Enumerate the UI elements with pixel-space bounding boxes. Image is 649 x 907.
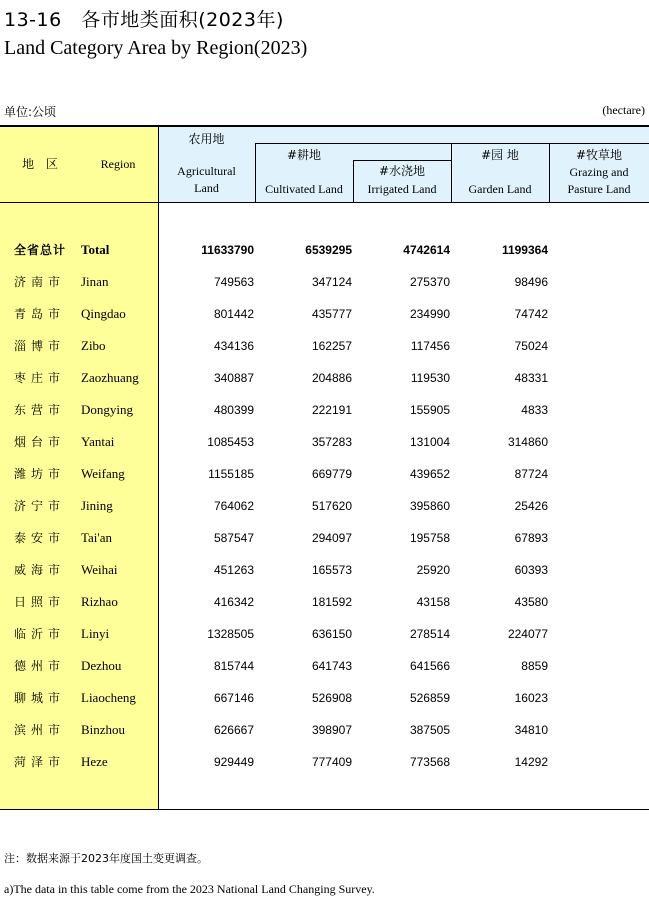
- cultivated-value: 347124: [311, 275, 352, 289]
- region-name-en: Heze: [81, 754, 108, 769]
- irrigated-value: 387505: [409, 723, 450, 737]
- garden-value: 224077: [507, 627, 548, 641]
- table-row: [0, 362, 649, 394]
- divider: [255, 143, 649, 144]
- table-row: [0, 298, 649, 330]
- header-grazing-en-2: Pasture Land: [567, 182, 631, 196]
- region-name-cn: 滨州市: [14, 723, 66, 737]
- cultivated-value: 181592: [311, 595, 352, 609]
- agricultural-value: 1085453: [207, 435, 254, 449]
- irrigated-value: 234990: [409, 307, 450, 321]
- region-name-en: Liaocheng: [81, 690, 136, 705]
- irrigated-value: 43158: [416, 595, 450, 609]
- region-name-en: Jinan: [81, 274, 109, 289]
- irrigated-value: 117456: [410, 339, 450, 353]
- agricultural-value: 340887: [213, 371, 254, 385]
- irrigated-value: 119530: [410, 371, 450, 385]
- agricultural-value: 1328505: [207, 627, 254, 641]
- garden-value: 67893: [514, 531, 548, 545]
- agricultural-value: 1155185: [208, 467, 254, 481]
- garden-value: 43580: [514, 595, 548, 609]
- header-cultivated-cn: #耕地: [286, 148, 322, 162]
- unit-label: 单位:公顷: [4, 105, 57, 119]
- region-name-cn: 全省总计: [14, 243, 67, 257]
- cultivated-value: 6539295: [305, 243, 352, 257]
- header-grazing-en-1: Grazing and: [569, 165, 629, 179]
- cultivated-value: 669779: [311, 467, 352, 481]
- region-name-cn: 济宁市: [14, 499, 66, 513]
- garden-value: 16023: [514, 691, 548, 705]
- irrigated-value: 4742614: [403, 243, 450, 257]
- cultivated-value: 165573: [311, 563, 352, 577]
- table-row: [0, 266, 649, 298]
- cultivated-value: 204886: [311, 371, 352, 385]
- region-name-en: Zibo: [81, 338, 106, 353]
- garden-value: 87724: [514, 467, 548, 481]
- cultivated-value: 777409: [311, 755, 352, 769]
- agricultural-value: 815744: [213, 659, 254, 673]
- cultivated-value: 641743: [311, 659, 352, 673]
- garden-value: 60393: [514, 563, 548, 577]
- cultivated-value: 357283: [311, 435, 352, 449]
- region-name-cn: 东营市: [14, 403, 66, 417]
- garden-value: 4833: [521, 403, 548, 417]
- region-name-en: Zaozhuang: [81, 370, 139, 385]
- table-header-rule: [0, 202, 649, 203]
- table-row: [0, 330, 649, 362]
- table-row-total: [0, 234, 649, 266]
- region-name-cn: 淄博市: [14, 339, 66, 353]
- header-region-cn: 地 区: [22, 157, 62, 171]
- irrigated-value: 278514: [409, 627, 450, 641]
- region-name-en: Weifang: [81, 466, 125, 481]
- region-name-en: Dongying: [81, 402, 133, 417]
- agricultural-value: 434136: [213, 339, 254, 353]
- garden-value: 75024: [514, 339, 548, 353]
- table-row: [0, 554, 649, 586]
- region-name-cn: 日照市: [14, 595, 66, 609]
- agricultural-value: 480399: [213, 403, 254, 417]
- cultivated-value: 162257: [311, 339, 352, 353]
- region-name-en: Linyi: [81, 626, 110, 641]
- region-name-cn: 德州市: [14, 659, 66, 673]
- garden-value: 1199364: [501, 243, 548, 257]
- garden-value: 74742: [514, 307, 548, 321]
- region-name-en: Qingdao: [81, 306, 126, 321]
- cultivated-value: 636150: [311, 627, 352, 641]
- table-row: [0, 618, 649, 650]
- table-bottom-rule: [0, 809, 649, 810]
- table-row: [0, 522, 649, 554]
- table-row: [0, 458, 649, 490]
- irrigated-value: 773568: [409, 755, 450, 769]
- garden-value: 14292: [514, 755, 548, 769]
- divider: [353, 160, 451, 161]
- agricultural-value: 451263: [213, 563, 254, 577]
- agricultural-value: 929449: [213, 755, 254, 769]
- table-row: [0, 682, 649, 714]
- region-name-cn: 临沂市: [14, 627, 66, 641]
- irrigated-value: 275370: [409, 275, 450, 289]
- region-name-cn: 枣庄市: [14, 371, 66, 385]
- cultivated-value: 526908: [311, 691, 352, 705]
- region-name-en: Binzhou: [81, 722, 126, 737]
- table-row: [0, 490, 649, 522]
- region-name-cn: 威海市: [14, 563, 66, 577]
- agricultural-value: 11633790: [201, 243, 254, 257]
- irrigated-value: 526859: [409, 691, 450, 705]
- header-agricultural-cn: 农用地: [188, 132, 225, 146]
- garden-value: 48331: [514, 371, 548, 385]
- garden-value: 34810: [514, 723, 548, 737]
- header-irrigated-en: Irrigated Land: [367, 182, 437, 196]
- agricultural-value: 587547: [213, 531, 254, 545]
- page-title-english: Land Category Area by Region(2023): [4, 37, 308, 59]
- unit-label-english: (hectare): [602, 103, 645, 117]
- irrigated-value: 25920: [416, 563, 450, 577]
- table-row: [0, 746, 649, 778]
- agricultural-value: 749563: [213, 275, 254, 289]
- table-row: [0, 586, 649, 618]
- region-name-en: Weihai: [81, 562, 118, 577]
- irrigated-value: 395860: [409, 499, 450, 513]
- irrigated-value: 131004: [409, 435, 450, 449]
- agricultural-value: 764062: [213, 499, 254, 513]
- footnote-en: a)The data in this table come from the 2023 National Land Changing Survey.: [4, 882, 375, 896]
- header-grazing-cn: #牧草地: [575, 148, 623, 162]
- region-name-cn: 烟台市: [14, 435, 66, 449]
- agricultural-value: 416342: [213, 595, 254, 609]
- region-name-cn: 济南市: [14, 275, 66, 289]
- table-row: [0, 426, 649, 458]
- table-row: [0, 714, 649, 746]
- garden-value: 25426: [514, 499, 548, 513]
- table-row: [0, 394, 649, 426]
- region-name-en: Dezhou: [81, 658, 122, 673]
- header-garden-en: Garden Land: [468, 182, 532, 196]
- header-cultivated-en: Cultivated Land: [265, 182, 343, 196]
- table-top-rule: [0, 125, 649, 127]
- region-name-en: Jining: [81, 498, 113, 513]
- agricultural-value: 801442: [213, 307, 254, 321]
- page-title: 13-16 各市地类面积(2023年): [4, 9, 284, 31]
- header-region-en: Region: [100, 157, 136, 171]
- footnote-cn: 注：数据来源于2023年度国土变更调查。: [4, 852, 208, 865]
- garden-value: 98496: [514, 275, 548, 289]
- cultivated-value: 435777: [311, 307, 352, 321]
- irrigated-value: 155905: [409, 403, 450, 417]
- agricultural-value: 667146: [213, 691, 254, 705]
- garden-value: 314860: [507, 435, 548, 449]
- region-name-cn: 泰安市: [14, 531, 66, 545]
- table-row: [0, 650, 649, 682]
- irrigated-value: 641566: [409, 659, 450, 673]
- header-agricultural-en-2: Land: [194, 181, 219, 195]
- garden-value: 8859: [521, 659, 548, 673]
- region-name-cn: 聊城市: [14, 691, 66, 705]
- cultivated-value: 294097: [311, 531, 352, 545]
- header-garden-cn: #园 地: [481, 148, 519, 162]
- region-name-en: Total: [81, 242, 110, 257]
- region-name-en: Rizhao: [81, 594, 118, 609]
- irrigated-value: 195758: [409, 531, 450, 545]
- header-irrigated-cn: #水浇地: [378, 164, 426, 178]
- cultivated-value: 517620: [311, 499, 352, 513]
- cultivated-value: 398907: [311, 723, 352, 737]
- region-name-en: Yantai: [81, 434, 115, 449]
- agricultural-value: 626667: [213, 723, 254, 737]
- region-name-cn: 潍坊市: [14, 467, 66, 481]
- cultivated-value: 222191: [311, 403, 352, 417]
- irrigated-value: 439652: [409, 467, 450, 481]
- region-name-en: Tai'an: [81, 530, 113, 545]
- header-agricultural-en-1: Agricultural: [177, 164, 236, 178]
- region-name-cn: 青岛市: [14, 307, 66, 321]
- region-name-cn: 菏泽市: [14, 755, 66, 769]
